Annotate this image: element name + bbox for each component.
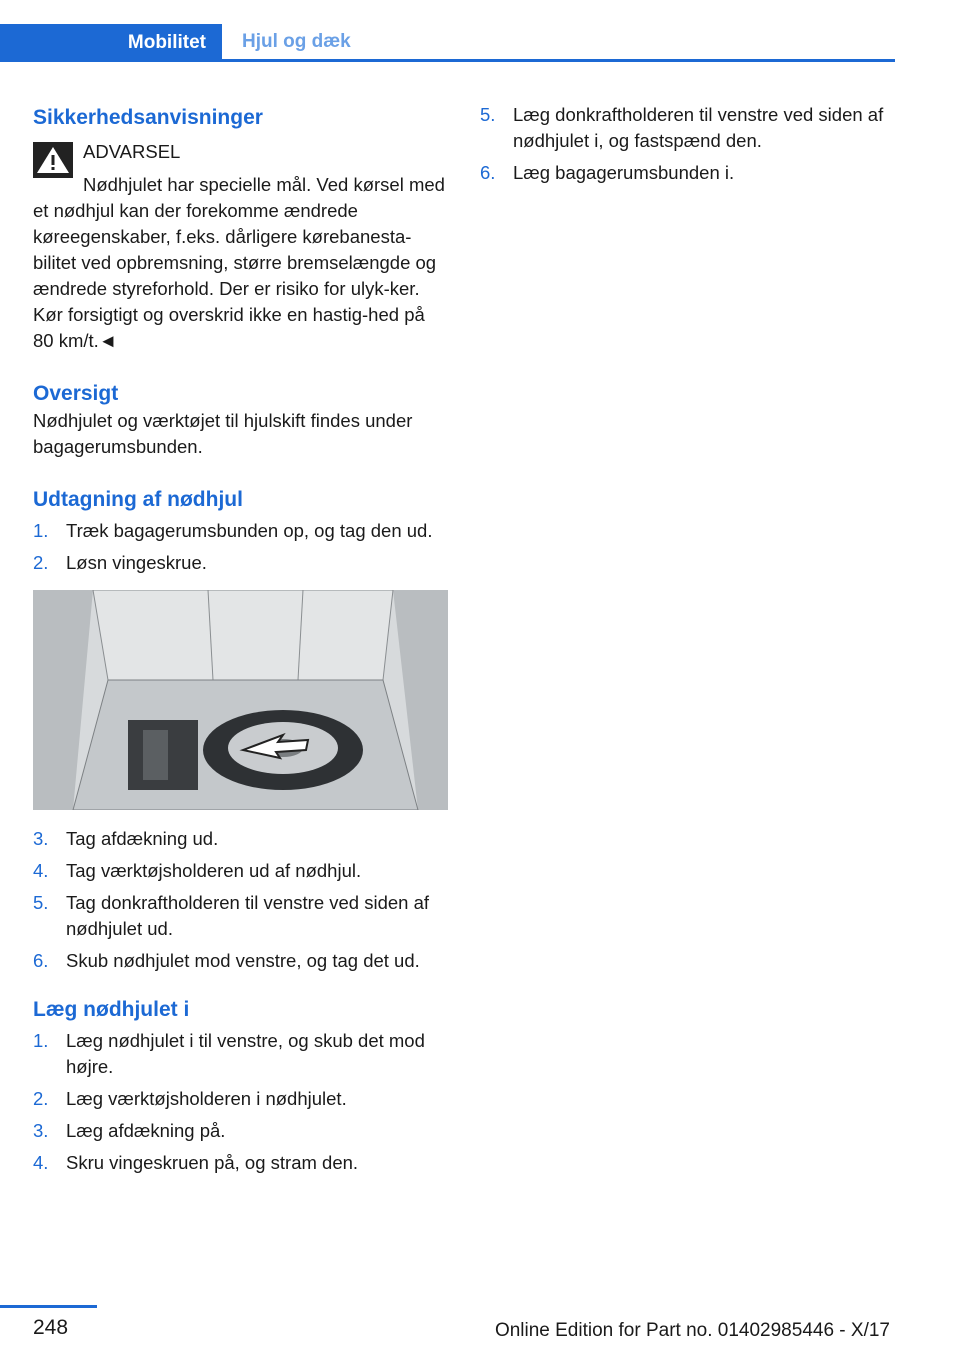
header-rule [0, 59, 895, 62]
list-item [480, 160, 895, 186]
list-item [33, 1150, 448, 1176]
step-text: Træk bagagerumsbunden op, og tag den ud. [66, 520, 433, 541]
safety-heading: Sikkerhedsanvisninger [33, 106, 263, 129]
warning-block [33, 138, 448, 354]
edition-text: Online Edition for Part no. 01402985446 - X/17 [494, 1320, 890, 1341]
step-text: Læg donkraftholderen til venstre ved siden af nødhjulet i, og fastspænd den. [513, 104, 884, 151]
overview-text: Nødhjulet og værktøjet til hjulskift findes under bagagerumsbunden. [33, 410, 413, 457]
list-item [33, 948, 448, 974]
step-number: 4. [33, 1152, 49, 1173]
warning-triangle-icon [33, 142, 73, 178]
list-item [33, 826, 448, 852]
step-text: Læg nødhjulet i til venstre, og skub det mod højre. [66, 1030, 425, 1077]
step-text: Skub nødhjulet mod venstre, og tag det ud. [66, 950, 420, 971]
list-item [33, 858, 448, 884]
remove-steps-list-continued [33, 826, 448, 974]
step-text: Tag donkraftholderen til venstre ved siden af nødhjulet ud. [66, 892, 430, 939]
step-number: 5. [480, 104, 496, 125]
list-item [33, 890, 448, 942]
step-number: 1. [33, 520, 49, 541]
footer-rule [0, 1305, 97, 1308]
page-number: 248 [33, 1316, 69, 1339]
step-text: Læg værktøjsholderen i nødhjulet. [66, 1088, 347, 1109]
step-text: Skru vingeskruen på, og stram den. [66, 1152, 359, 1173]
tab-hjul-og-daek[interactable]: Hjul og dæk [242, 30, 351, 52]
step-text: Tag værktøjsholderen ud af nødhjul. [66, 860, 362, 881]
remove-heading: Udtagning af nødhjul [33, 488, 243, 511]
insert-heading: Læg nødhjulet i [33, 998, 190, 1021]
step-text: Læg bagagerumsbunden i. [513, 162, 735, 183]
step-text: Løsn vingeskrue. [66, 552, 207, 573]
list-item [33, 518, 448, 544]
tab-mobilitet[interactable]: Mobilitet [0, 24, 222, 62]
step-number: 2. [33, 1088, 49, 1109]
step-text: Tag afdækning ud. [66, 828, 219, 849]
warning-text: Nødhjulet har specielle mål. Ved kørsel med et nødhjul kan der forekomme ændrede køreegenskaber, f.eks. dårligere kørebanesta-bilitet ved opbremsning, større bremselængde og ændrede styreforhold. Der er risiko for ulyk-ker. Kør forsigtigt og overskrid ikke en hastig-hed på 80 km/t.◄ [33, 174, 445, 351]
list-item [33, 1086, 448, 1112]
step-text: Læg afdækning på. [66, 1120, 226, 1141]
overview-heading: Oversigt [33, 382, 119, 405]
step-number: 6. [480, 162, 496, 183]
trunk-spare-wheel-image [33, 590, 448, 810]
step-number: 3. [33, 828, 49, 849]
header-tabbar [0, 24, 895, 62]
step-number: 3. [33, 1120, 49, 1141]
warning-title: ADVARSEL [83, 141, 181, 162]
step-number: 1. [33, 1030, 49, 1051]
right-column [480, 102, 895, 192]
list-item [33, 550, 448, 576]
list-item [480, 102, 895, 154]
step-number: 2. [33, 552, 49, 573]
remove-steps-list [33, 518, 448, 576]
insert-steps-list [33, 1028, 448, 1176]
trunk-illustration [33, 590, 448, 810]
list-item [33, 1118, 448, 1144]
step-number: 5. [33, 892, 49, 913]
insert-steps-list-continued [480, 102, 895, 186]
left-column [33, 102, 448, 1182]
step-number: 4. [33, 860, 49, 881]
list-item [33, 1028, 448, 1080]
step-number: 6. [33, 950, 49, 971]
